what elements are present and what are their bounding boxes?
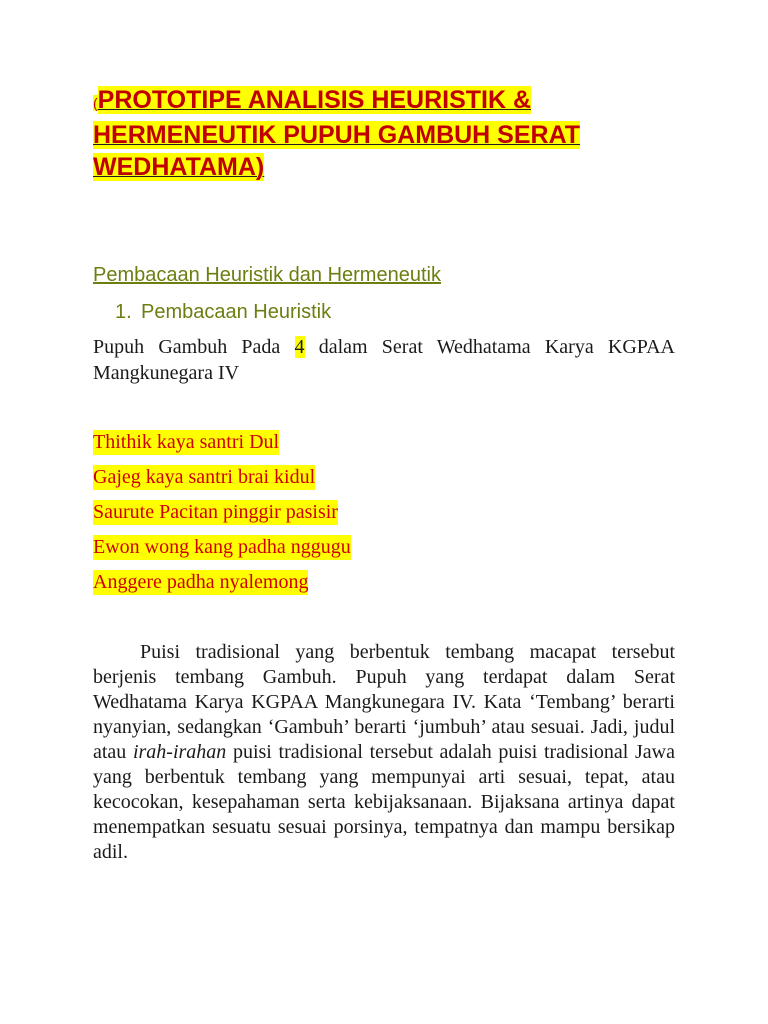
- intro-highlight-number: 4: [294, 336, 305, 358]
- intro-text-before: Pupuh Gambuh Pada: [93, 336, 295, 358]
- verse-line: Anggere padha nyalemong: [93, 571, 309, 593]
- body-italic-term: irah-irahan: [132, 741, 227, 763]
- intro-text-after: dalam Serat Wedhatama Karya KGPAA Mangkunegara IV: [93, 336, 675, 384]
- verse-line: Saurute Pacitan pinggir pasisir: [93, 501, 338, 523]
- title-open-paren: (: [93, 95, 98, 111]
- title-text: PROTOTIPE ANALISIS HEURISTIK & HERMENEUTIK PUPUH GAMBUH SERAT WEDHATAMA): [93, 86, 581, 181]
- sub-heading-label: Pembacaan Heuristik: [141, 301, 332, 323]
- body-paragraph: [93, 640, 675, 865]
- body-text-part2: puisi tradisional tersebut adalah puisi tradisional Jawa yang berbentuk tembang yang mempunyai arti sesuai, tepat, atau kecocokan, kesepahaman serta kebijaksanaan. Bijaksana artinya dapat menempatkan sesuatu sesuai porsinya, tempatnya dan mampu bersikap adil.: [93, 741, 675, 863]
- document-title: [93, 84, 683, 183]
- sub-heading-number: 1.: [115, 301, 132, 323]
- section-heading: Pembacaan Heuristik dan Hermeneutik: [93, 264, 441, 286]
- body-text-part1: Puisi tradisional yang berbentuk tembang macapat tersebut berjenis tembang Gambuh. Pupuh yang terdapat dalam Serat Wedhatama Karya KGPAA Mangkunegara IV. Kata ‘Tembang’ berarti nyanyian, sedangkan ‘Gambuh’ berarti ‘jumbuh’ atau sesuai. Jadi, judul atau: [93, 641, 675, 763]
- verse-line: Gajeg kaya santri brai kidul: [93, 466, 316, 488]
- sub-heading: [115, 299, 331, 325]
- verse-line: Ewon wong kang padha nggugu: [93, 536, 351, 558]
- verse-line: Thithik kaya santri Dul: [93, 431, 280, 453]
- intro-paragraph: [93, 334, 675, 386]
